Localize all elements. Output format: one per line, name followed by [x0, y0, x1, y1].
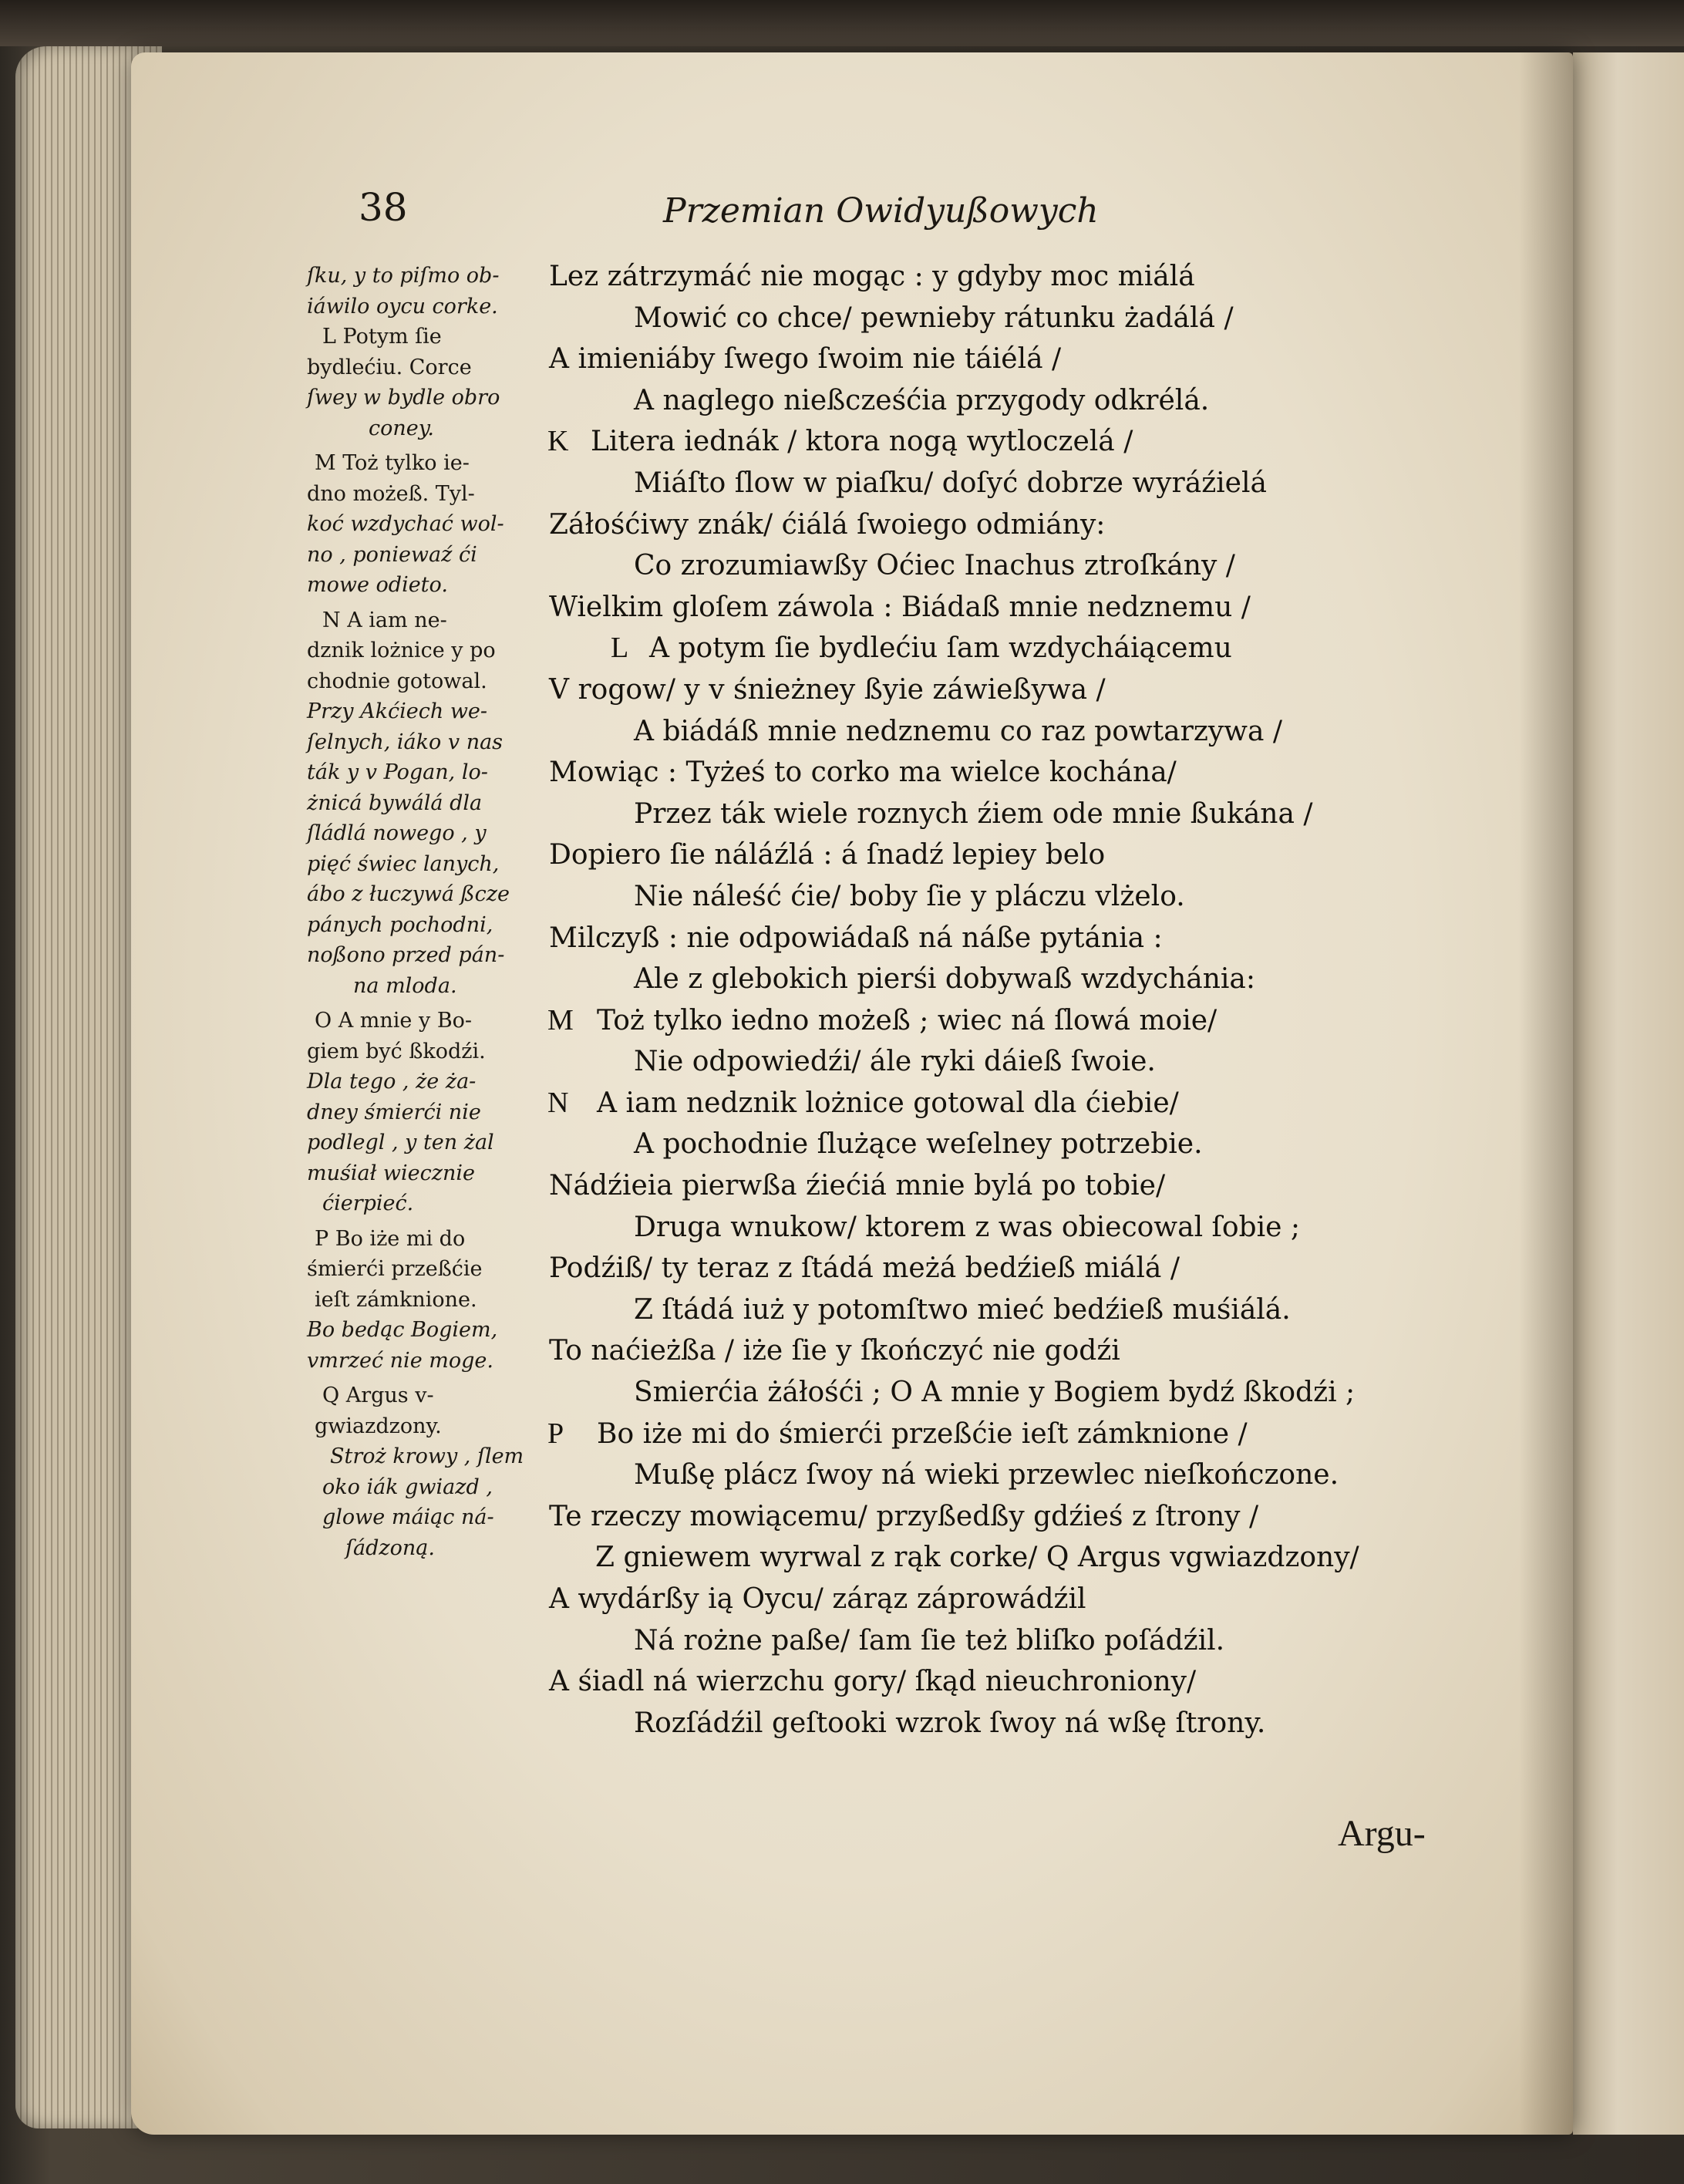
- margin-note-line: glowe máiąc ná-: [322, 1505, 494, 1529]
- verse-text: Ná rożne paße/ ſam ſie też bliſko poſádźil.: [634, 1624, 1225, 1657]
- verse-line: [549, 1620, 1359, 1662]
- verse-line: [549, 918, 1359, 959]
- verse-line: [549, 1289, 1359, 1331]
- margin-note-line: Stroż krowy , ſlem: [330, 1444, 524, 1468]
- verse-text: To naćieżßa / iże ſie y ſkończyć nie godźi: [549, 1335, 1120, 1367]
- verse-text: Z ſtádá iuż y potomſtwo mieć bedźieß muśiálá.: [634, 1293, 1291, 1326]
- margin-note-line: N A iam ne-: [322, 608, 447, 632]
- verse-text: Co zrozumiawßy Oćiec Inachus ztroſkány /: [634, 550, 1235, 582]
- margin-note-line: ábo z łuczywá ßcze: [307, 882, 510, 906]
- verse-text: Przez ták wiele roznych źiem ode mnie ßukána /: [634, 797, 1313, 830]
- margin-note-line: ſelnych, iáko v nas: [307, 730, 504, 754]
- margin-note-line: ſwey w bydle obro: [307, 386, 500, 410]
- verse-text: Ale z glebokich pierśi dobywaß wzdychánia:: [634, 963, 1256, 996]
- verse-line: [549, 1041, 1359, 1083]
- verse-text: Nádźieia pierwßa źiećiá mnie bylá po tobie/: [549, 1170, 1166, 1202]
- margin-note-line: ieſt zámknione.: [315, 1287, 477, 1312]
- verse-line: [549, 1703, 1359, 1744]
- verse-text: Podźiß/ ty teraz z ſtádá meżá bedźieß miálá /: [549, 1252, 1180, 1285]
- verse-text: A imieniáby ſwego ſwoim nie táiélá /: [549, 343, 1062, 376]
- verse-line: [549, 504, 1359, 546]
- verse-text: Druga wnukow/ ktorem z was obiecowal ſobie ;: [634, 1211, 1300, 1243]
- margin-note-line: śmierći przeßćie: [307, 1257, 483, 1281]
- verse-line: [549, 421, 1359, 463]
- margin-note-line: dno możeß. Tyl-: [307, 481, 475, 506]
- page-number: 38: [359, 185, 408, 230]
- verse-line: [549, 1661, 1359, 1703]
- margin-note-line: L Potym ſie: [322, 325, 442, 349]
- verse-text: Nie odpowiedźi/ ále ryki dáieß ſwoie.: [634, 1046, 1156, 1078]
- verse-text: Mußę plácz ſwoy ná wieki przewlec nieſkończone.: [634, 1459, 1339, 1491]
- verse-line: [549, 1579, 1359, 1620]
- margin-note-line: ſádzoną.: [345, 1535, 435, 1560]
- verse-text: Litera iednák / ktora nogą wytloczelá /: [591, 426, 1133, 458]
- verse-text: Miáſto ſlow w piaſku/ doſyć dobrze wyráźielá: [634, 467, 1267, 499]
- verse-line: [549, 1330, 1359, 1372]
- running-head: Przemian Owidyußowych: [663, 191, 1099, 231]
- verse-block: [549, 256, 1359, 1744]
- catchword: Argu-: [1338, 1813, 1426, 1854]
- verse-line: [549, 1537, 1359, 1579]
- verse-text: Bo iże mi do śmierći przeßćie ieſt zámknione /: [597, 1417, 1248, 1450]
- margin-note-line: mowe odieto.: [307, 573, 448, 597]
- margin-note-line: ſládlá nowego , y: [307, 821, 487, 845]
- margin-note-line: Bo bedąc Bogiem,: [307, 1318, 498, 1342]
- verse-line: [549, 752, 1359, 794]
- margin-note-line: ćierpieć.: [322, 1191, 414, 1215]
- verse-line: [549, 587, 1359, 629]
- margin-note-line: vmrzeć nie moge.: [307, 1348, 493, 1373]
- verse-text: Te rzeczy mowiącemu/ przyßedßy gdźieś z ſtrony /: [549, 1500, 1259, 1532]
- margin-note-line: M Toż tylko ie-: [315, 451, 470, 475]
- margin-note-line: dznik lożnice y po: [307, 639, 496, 662]
- margin-note-line: chodnie gotowal.: [307, 669, 487, 693]
- verse-text: Mowiąc : Tyżeś to corko ma wielce kochána/: [549, 757, 1177, 789]
- margin-note-line: pánych pochodni,: [307, 912, 493, 937]
- margin-note-line: gwiazdzony.: [315, 1414, 442, 1438]
- margin-note-line: ſku, y to piſmo ob-: [307, 264, 500, 288]
- verse-text: Nie náleść ćie/ boby ſie y pláczu vlżelo.: [634, 880, 1185, 912]
- verse-line: [549, 876, 1359, 918]
- verse-text: A wydárßy ią Oycu/ zárąz záprowádźil: [549, 1583, 1086, 1615]
- facing-page-edge: [1573, 52, 1684, 2135]
- verse-line: [549, 1000, 1359, 1042]
- margin-notes: [307, 261, 538, 1563]
- verse-text: A biádáß mnie nedznemu co raz powtarzywa /: [634, 715, 1282, 747]
- verse-letter-marker: P: [547, 1417, 564, 1450]
- margin-note-line: pięć świec lanych,: [307, 851, 500, 876]
- verse-text: A śiadl ná wierzchu gory/ ſkąd nieuchroniony/: [549, 1666, 1197, 1698]
- margin-note-line: podlegl , y ten żal: [307, 1131, 494, 1154]
- verse-line: [549, 711, 1359, 753]
- verse-line: [549, 1248, 1359, 1289]
- verse-text: A naglego nießcześćia przygody odkrélá.: [634, 384, 1210, 416]
- verse-text: Rozſádźil geſtooki wzrok ſwoy ná wßę ſtrony.: [634, 1707, 1266, 1739]
- verse-line: [549, 1124, 1359, 1165]
- verse-text: Mowić co chce/ pewnieby rátunku żadálá /: [634, 302, 1234, 334]
- margin-note-line: no , poniewaź ći: [307, 542, 477, 567]
- margin-note-line: dney śmierći nie: [307, 1100, 481, 1124]
- page-gutter-shadow: [1519, 52, 1573, 2135]
- margin-note-line: muśiał wiecznie: [307, 1161, 475, 1185]
- verse-line: [549, 628, 1359, 669]
- verse-line: [549, 256, 1359, 298]
- verse-text: A potym ſie bydlećiu ſam wzdycháiącemu: [649, 632, 1232, 665]
- verse-line: [549, 380, 1359, 422]
- verse-text: Smierćia żáłośći ; O A mnie y Bogiem bydź ßkodźi ;: [634, 1377, 1356, 1409]
- verse-text: Toż tylko iedno możeß ; wiec ná ſlowá moie/: [597, 1004, 1218, 1036]
- verse-line: [549, 1454, 1359, 1496]
- verse-line: [549, 834, 1359, 876]
- verse-line: [549, 298, 1359, 339]
- margin-note-line: Q Argus v-: [322, 1384, 434, 1407]
- verse-line: [549, 1083, 1359, 1124]
- verse-text: Milczyß : nie odpowiádaß ná náße pytánia :: [549, 922, 1163, 954]
- verse-letter-marker: M: [547, 1003, 574, 1036]
- verse-line: [549, 1414, 1359, 1455]
- verse-text: A pochodnie ſlużące weſelney potrzebie.: [634, 1128, 1203, 1161]
- verse-line: [549, 669, 1359, 711]
- verse-text: Z gniewem wyrwal z rąk corke/ Q Argus vgwiazdzony/: [595, 1542, 1359, 1574]
- margin-note-line: Dla tego , że ża-: [307, 1070, 477, 1094]
- verse-line: [549, 1372, 1359, 1414]
- margin-note-line: bydlećiu. Corce: [307, 355, 472, 379]
- verse-text: Záłośćiwy znák/ ćiálá ſwoiego odmiány:: [549, 508, 1106, 541]
- margin-note-line: O A mnie y Bo-: [315, 1009, 473, 1033]
- book-cover-edge: [0, 0, 1684, 46]
- margin-note-line: ták y v Pogan, lo-: [307, 760, 488, 784]
- margin-note-line: iáwilo oycu corke.: [307, 294, 498, 318]
- verse-line: [549, 794, 1359, 835]
- margin-note-line: żnicá bywálá dla: [307, 790, 483, 815]
- verse-line: [549, 1496, 1359, 1538]
- margin-note-line: oko iák gwiazd ,: [322, 1475, 493, 1499]
- verse-line: [549, 339, 1359, 380]
- margin-note-line: giem być ßkodźi.: [307, 1039, 486, 1063]
- verse-line: [549, 463, 1359, 504]
- margin-note-line: coney.: [369, 416, 434, 440]
- verse-text: Lez zátrzymáć nie mogąc : y gdyby moc miálá: [549, 261, 1195, 292]
- verse-text: A iam nedznik lożnice gotowal dla ćiebie/: [597, 1087, 1179, 1119]
- verse-line: [549, 1165, 1359, 1207]
- verse-text: Dopiero ſie náláźlá : á ſnadź lepiey belo: [549, 839, 1106, 871]
- margin-note-line: koć wzdychać wol-: [307, 512, 504, 536]
- verse-text: Wielkim gloſem záwola : Biádaß mnie nedznemu /: [549, 591, 1251, 623]
- verse-line: [549, 1207, 1359, 1249]
- margin-note-line: P Bo iże mi do: [315, 1226, 466, 1251]
- verse-line: [549, 545, 1359, 587]
- verse-letter-marker: K: [547, 425, 569, 458]
- margin-note-line: noßono przed pán-: [307, 943, 505, 967]
- verse-line: [549, 959, 1359, 1000]
- verse-letter-marker: N: [547, 1086, 569, 1119]
- margin-note-line: Przy Akćiech we-: [307, 699, 488, 723]
- verse-text: V rogow/ y v śnieżney ßyie záwießywa /: [549, 673, 1106, 706]
- verse-letter-marker: L: [611, 632, 629, 665]
- margin-note-line: na mloda.: [353, 973, 457, 998]
